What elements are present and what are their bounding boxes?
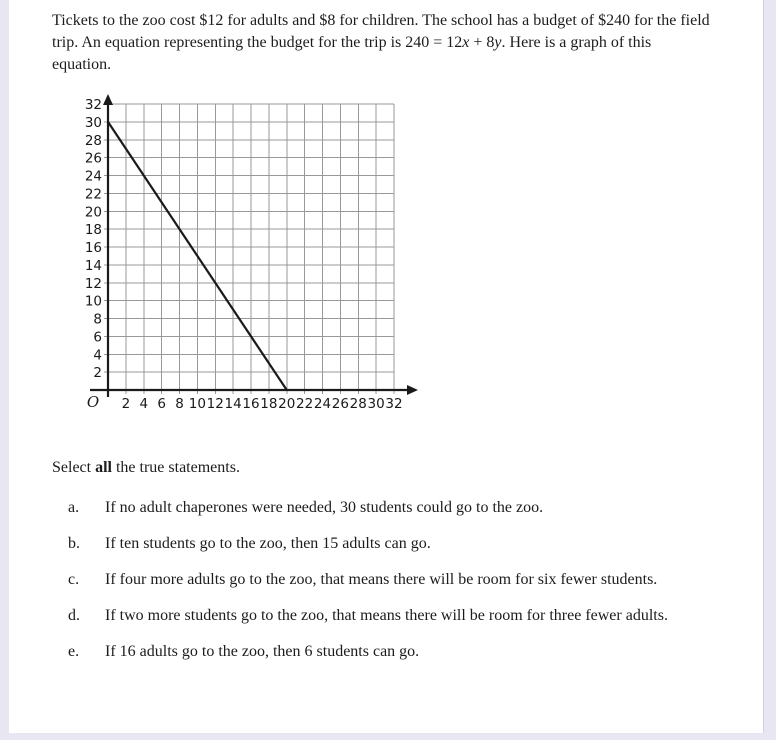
problem-statement-segment: . Here is a graph of this equation. bbox=[52, 34, 652, 73]
svg-text:10: 10 bbox=[84, 293, 102, 310]
svg-text:18: 18 bbox=[260, 396, 278, 412]
option-row[interactable] bbox=[52, 497, 720, 519]
option-letter: c. bbox=[68, 571, 80, 588]
svg-text:24: 24 bbox=[313, 396, 332, 412]
svg-text:2: 2 bbox=[93, 365, 102, 382]
equation-graph bbox=[60, 92, 420, 416]
svg-text:30: 30 bbox=[84, 114, 102, 131]
svg-text:20: 20 bbox=[84, 204, 102, 221]
option-text: If 16 adults go to the zoo, then 6 students can go. bbox=[105, 643, 420, 660]
problem-statement-segment: Tickets to the zoo cost $12 for adults and $8 for children. The school has a budget of $240 for the field trip. An equation representing the budget for the trip is 240 = 12 bbox=[52, 12, 710, 51]
select-prompt-bold: all bbox=[95, 459, 112, 476]
svg-text:32: 32 bbox=[385, 396, 403, 412]
select-prompt-suffix: the true statements. bbox=[111, 459, 240, 476]
svg-text:20: 20 bbox=[278, 396, 296, 412]
option-row[interactable] bbox=[52, 533, 720, 555]
svg-text:O: O bbox=[86, 393, 100, 411]
problem-statement-segment: y bbox=[494, 34, 502, 51]
option-text: If no adult chaperones were needed, 30 students could go to the zoo. bbox=[105, 499, 544, 516]
svg-text:22: 22 bbox=[84, 186, 102, 203]
svg-text:26: 26 bbox=[84, 150, 102, 167]
option-text: If ten students go to the zoo, then 15 adults can go. bbox=[105, 535, 431, 552]
problem-statement-segment: + 8 bbox=[469, 34, 495, 51]
option-text: If two more students go to the zoo, that means there will be room for three fewer adults. bbox=[105, 607, 668, 624]
option-letter: b. bbox=[68, 535, 80, 552]
svg-text:12: 12 bbox=[206, 396, 224, 412]
svg-text:28: 28 bbox=[349, 396, 367, 412]
option-row[interactable] bbox=[52, 641, 720, 663]
svg-text:28: 28 bbox=[84, 132, 102, 149]
svg-text:12: 12 bbox=[84, 275, 102, 292]
svg-text:14: 14 bbox=[224, 396, 242, 412]
svg-text:32: 32 bbox=[84, 97, 102, 113]
option-letter: d. bbox=[68, 607, 80, 624]
svg-text:6: 6 bbox=[93, 329, 102, 346]
svg-text:22: 22 bbox=[296, 396, 314, 412]
svg-text:14: 14 bbox=[84, 257, 102, 274]
svg-text:6: 6 bbox=[157, 396, 166, 412]
option-row[interactable] bbox=[52, 569, 720, 591]
svg-text:16: 16 bbox=[242, 396, 260, 412]
svg-text:30: 30 bbox=[367, 396, 385, 412]
svg-text:16: 16 bbox=[84, 240, 102, 256]
page-edge-bottom bbox=[0, 733, 776, 740]
select-prompt bbox=[52, 457, 720, 479]
option-text: If four more adults go to the zoo, that means there will be room for six fewer students. bbox=[105, 571, 658, 588]
svg-text:8: 8 bbox=[175, 396, 184, 412]
problem-statement-segment: x bbox=[462, 34, 470, 51]
svg-text:2: 2 bbox=[121, 396, 131, 412]
option-letter: a. bbox=[68, 499, 80, 516]
option-letter: e. bbox=[68, 643, 80, 660]
graph-container bbox=[60, 92, 720, 421]
problem-statement bbox=[52, 10, 710, 76]
svg-text:8: 8 bbox=[93, 311, 102, 328]
options-list bbox=[52, 497, 720, 663]
svg-text:4: 4 bbox=[139, 396, 149, 412]
option-row[interactable] bbox=[52, 605, 720, 627]
svg-text:26: 26 bbox=[331, 396, 349, 412]
svg-text:18: 18 bbox=[84, 222, 102, 239]
select-prompt-prefix: Select bbox=[52, 459, 96, 476]
svg-text:4: 4 bbox=[93, 347, 102, 364]
svg-text:24: 24 bbox=[84, 168, 102, 185]
svg-text:10: 10 bbox=[188, 396, 206, 412]
